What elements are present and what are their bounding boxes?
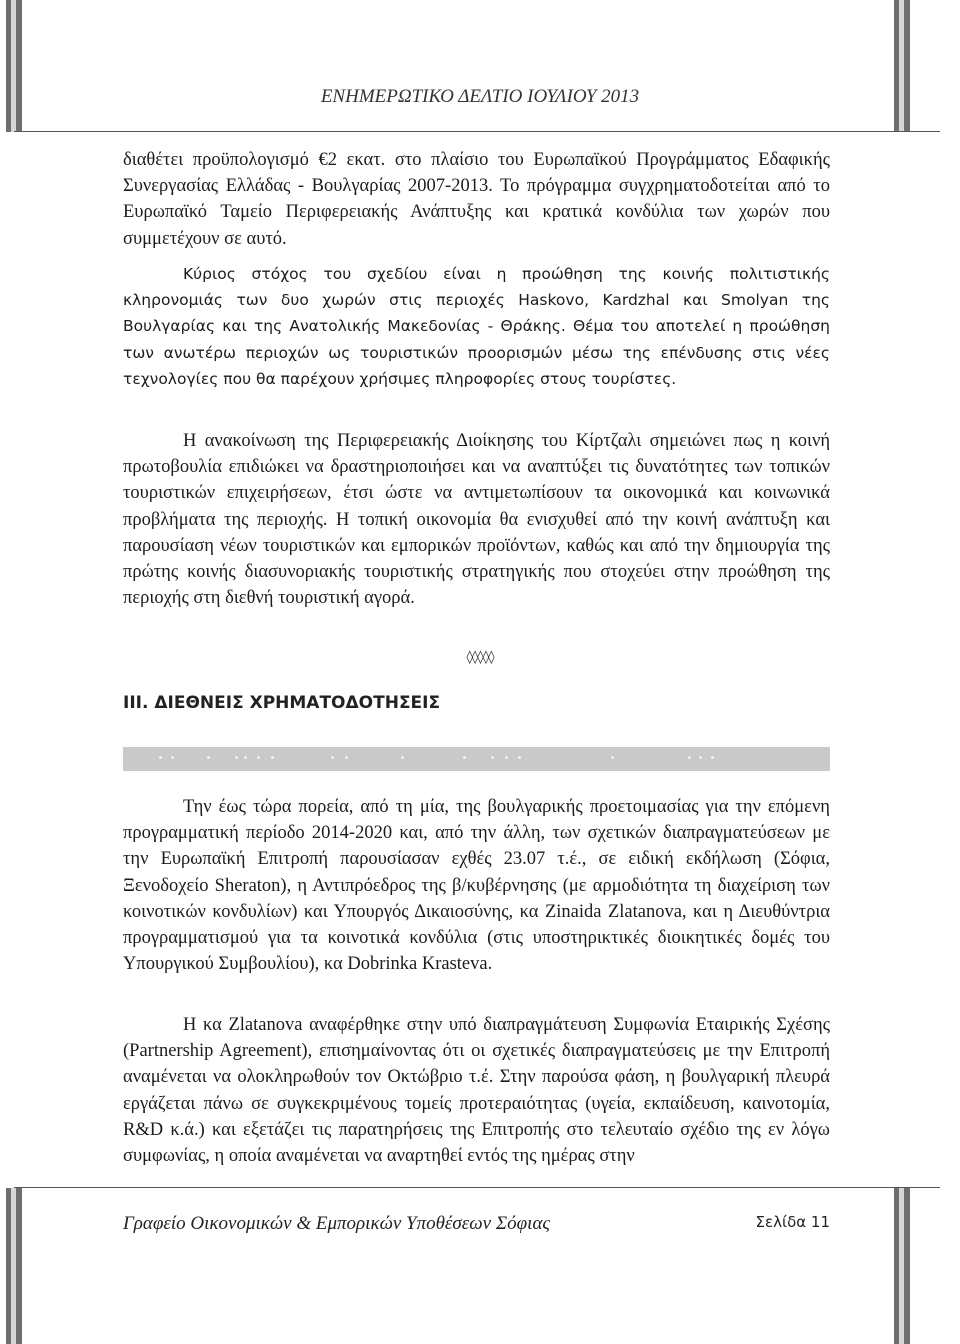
page-number: Σελίδα 11: [755, 1213, 830, 1231]
header-rule: [14, 131, 940, 132]
footer-rule: [14, 1187, 940, 1188]
separator-diamonds: ◊◊◊◊◊: [466, 650, 494, 665]
left-margin-bar-top-inner: [11, 0, 16, 132]
right-margin-bar-bottom-inner: [899, 1188, 904, 1344]
header-title: ΕΝΗΜΕΡΩΤΙΚΟ ΔΕΛΤΙΟ ΙΟΥΛΙΟΥ 2013: [320, 86, 640, 107]
left-margin-bar-bottom-inner: [11, 1188, 16, 1344]
paragraph-3: Η ανακοίνωση της Περιφερειακής Διοίκησης του Κίρτζαλι σημειώνει πως η κοινή πρωτοβουλία επιδιώκει να δραστηριοποιήσει και να αναπτύξει τις δυνατότητες των τοπικών τουριστικών επιχειρήσεων, έτσι ώστε να αντιμετωπίσουν τα οικονομικά και κοινωνικά προβλήματα της περιοχής. Η τοπική οικονομία θα ενισχυθεί από την κοινή ανάπτυξη και παρουσίαση νέων τουριστικών και εμπορικών προϊόντων, καθώς και από την δημιουργία της πρώτης κοινής διασυνοριακής τουριστικής στρατηγικής που στοχεύει στην προώθηση της περιοχής στη διεθνή τουριστική αγορά.: [123, 431, 830, 609]
section-title: III. ΔΙΕΘΝΕΙΣ ΧΡΗΜΑΤΟΔΟΤΗΣΕΙΣ: [123, 693, 441, 713]
paragraph-1: διαθέτει προϋπολογισμό €2 εκατ. στο πλαίσιο του Ευρωπαϊκού Προγράμματος Εδαφικής Συνεργασίας Ελλάδας - Βουλγαρίας 2007-2013. Το πρόγραμμα συγχρηματοδοτείται από το Ευρωπαϊκό Ταμείο Περιφερειακής Ανάπτυξης και κρατικά κονδύλια των χωρών που συμμετέχουν σε αυτό.: [123, 150, 830, 249]
paragraph-2: Κύριος στόχος του σχεδίου είναι η προώθηση της κοινής πολιτιστικής κληρονομιάς των δυο χωρών στις περιοχές Haskovo, Kardzhal και Smolyan της Βουλγαρίας και της Ανατολικής Μακεδονίας - Θράκης. Θέμα του αποτελεί η προώθηση των ανωτέρω περιοχών ως τουριστικών προορισμών μέσω της επένδυσης στις νέες τεχνολογίες που θα παρέχουν χρήσιμες πληροφορίες στους τουρίστες.: [123, 265, 830, 388]
right-margin-bar-top-inner: [899, 0, 904, 132]
paragraph-5: Η κα Zlatanova αναφέρθηκε στην υπό διαπραγμάτευση Συμφωνία Εταιρικής Σχέσης (Partnership Agreement), επισημαίνοντας ότι οι σχετικές διαπραγματεύσεις με την Επιτροπή αναμένεται να ολοκληρωθούν τον Οκτώβριο τ.έ. Στην παρούσα φάση, η βουλγαρική πλευρά εργάζεται πάνω σε συγκεκριμένους τομείς προτεραιότητας (υγεία, εκπαίδευση, καινοτομία, R&D κ.ά.) και εξετάζει τις παρατηρήσεις της Επιτροπής στο τελευταίο σχέδιο της εν λόγω συμφωνίας, η οποία αναμένεται να αναρτηθεί εντός της ημέρας στην: [123, 1015, 830, 1167]
footer-title: Γραφείο Οικονομικών & Εμπορικών Υποθέσεων Σόφιας: [123, 1213, 551, 1234]
paragraph-4: Την έως τώρα πορεία, από τη μία, της βουλγαρικής προετοιμασίας για την επόμενη προγραμματική περίοδο 2014-2020 και, από την άλλη, των σχετικών διαπραγματεύσεων με την Ευρωπαϊκή Επιτροπή παρουσίασαν εχθές 23.07 τ.έ., σε ειδική εκδήλωση (Σόφια, Ξενοδοχείο Sheraton), η Αντιπρόεδρος της β/κυβέρνησης (με αρμοδιότητα τη διαχείριση των κοινοτικών κονδυλίων) και Υπουργός Δικαιοσύνης, κα Zinaida Zlatanova, και η Διευθύντρια προγραμματισμού για τα κοινοτικά κονδύλια (στις υποστηρικτικές διοικητικές δομές του Υπουργικού Συμβουλίου), κα Dobrinka Krasteva.: [123, 797, 830, 975]
section-title-band: [123, 747, 830, 771]
